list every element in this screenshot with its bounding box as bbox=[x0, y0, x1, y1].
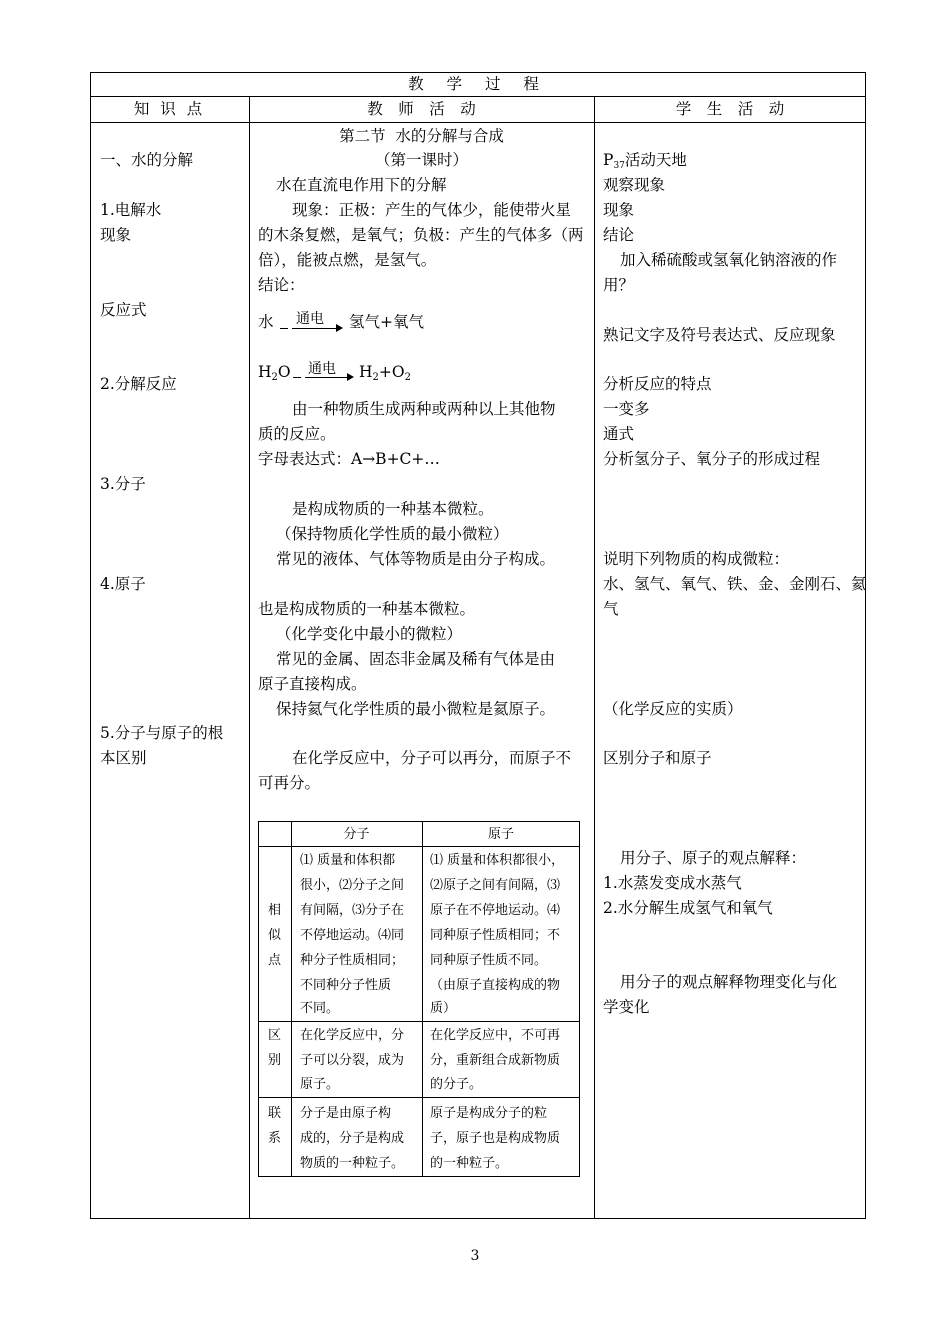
teacher-line: 在化学反应中，分子可以再分，而原子不 bbox=[292, 749, 572, 767]
teacher-line: 倍），能被点燃，是氢气。 bbox=[258, 251, 437, 269]
student-line: 2.水分解生成氢气和氧气 bbox=[603, 899, 773, 917]
equation-arrow bbox=[305, 377, 347, 378]
teacher-line: 保持氦气化学性质的最小微粒是氦原子。 bbox=[276, 700, 556, 718]
knowledge-water-decomposition: 一、水的分解 bbox=[100, 151, 194, 169]
student-line: 气 bbox=[603, 600, 619, 618]
equation-arrow bbox=[292, 328, 336, 329]
compare-cell-line: 在化学反应中，不可再 bbox=[430, 1028, 561, 1043]
compare-cell-line: ⑴ 质量和体积都很小， bbox=[430, 853, 565, 868]
teacher-line: 现象：正极：产生的气体少，能使带火星 bbox=[292, 201, 572, 219]
student-line: 加入稀硫酸或氢氧化钠溶液的作 bbox=[620, 251, 838, 269]
teacher-line: （化学变化中最小的微粒） bbox=[276, 625, 463, 643]
compare-cell-line: ⑵原子之间有间隔，⑶ bbox=[430, 878, 561, 893]
teacher-line: （保持物质化学性质的最小微粒） bbox=[276, 525, 509, 543]
knowledge-molecule: 3.分子 bbox=[100, 475, 146, 493]
knowledge-decomposition-reaction: 2.分解反应 bbox=[100, 375, 177, 393]
teacher-line: 结论： bbox=[258, 276, 305, 294]
teacher-line: 常见的液体、气体等物质是由分子构成。 bbox=[276, 550, 556, 568]
header-knowledge: 知 识 点 bbox=[133, 100, 206, 118]
teacher-line: 原子直接构成。 bbox=[258, 675, 367, 693]
compare-cell-line: 同种原子性质不同。 bbox=[430, 953, 548, 968]
compare-cell-line: 不同。 bbox=[300, 1001, 340, 1016]
equation-condition: 通电 bbox=[296, 311, 324, 327]
equation-reactant: $H_2O$ bbox=[258, 363, 291, 383]
page-number: 3 bbox=[470, 1248, 480, 1264]
compare-row-divider bbox=[258, 1097, 580, 1098]
student-line: 通式 bbox=[603, 425, 635, 443]
teacher-line: 可再分。 bbox=[258, 774, 321, 792]
column-divider-1 bbox=[249, 96, 250, 1219]
student-line: 1.水蒸发变成水蒸气 bbox=[603, 874, 742, 892]
compare-row-divider bbox=[258, 1021, 580, 1022]
compare-row-label: 似 bbox=[268, 928, 282, 943]
teacher-line: 的木条复燃，是氧气；负极：产生的气体多（两 bbox=[258, 226, 584, 244]
equation-dash bbox=[293, 377, 301, 378]
compare-cell-line: ⑴ 质量和体积都 bbox=[300, 853, 396, 868]
section-title: 第二节 水的分解与合成 bbox=[339, 127, 504, 145]
teacher-line: 字母表达式：A→B+C+… bbox=[258, 450, 440, 468]
compare-cell-line: 分子是由原子构 bbox=[300, 1106, 392, 1121]
student-line: 水、氢气、氧气、铁、金、金刚石、氦 bbox=[603, 575, 867, 593]
compare-cell-line: 原子在不停地运动。⑷ bbox=[430, 903, 561, 918]
compare-cell-line: 质） bbox=[430, 1001, 457, 1016]
compare-cell-line: 的分子。 bbox=[430, 1077, 483, 1092]
compare-cell-line: 在化学反应中，分 bbox=[300, 1028, 405, 1043]
compare-col-divider-2 bbox=[422, 821, 423, 1177]
equation-dash bbox=[280, 328, 288, 329]
equation-reactant: 水 bbox=[258, 313, 274, 331]
compare-row-label: 别 bbox=[268, 1053, 282, 1068]
student-line: 观察现象 bbox=[603, 176, 666, 194]
student-line: 用分子、原子的观点解释： bbox=[620, 849, 807, 867]
student-line: 区别分子和原子 bbox=[603, 749, 712, 767]
compare-row-label: 系 bbox=[268, 1131, 282, 1146]
compare-cell-line: 原子是构成分子的粒 bbox=[430, 1106, 548, 1121]
table-title: 教 学 过 程 bbox=[408, 75, 548, 93]
student-line: 熟记文字及符号表达式、反应现象 bbox=[603, 326, 836, 344]
student-line: 现象 bbox=[603, 201, 635, 219]
student-line: P37活动天地 bbox=[603, 151, 687, 171]
teacher-line: 常见的金属、固态非金属及稀有气体是由 bbox=[276, 650, 556, 668]
compare-row-label: 点 bbox=[268, 953, 282, 968]
lesson-label: （第一课时） bbox=[374, 151, 468, 169]
compare-cell-line: 成的，分子是构成 bbox=[300, 1131, 405, 1146]
compare-cell-line: 的一种粒子。 bbox=[430, 1156, 509, 1171]
student-line: 学变化 bbox=[603, 998, 650, 1016]
knowledge-electrolysis: 1.电解水 bbox=[100, 201, 162, 219]
student-line: 结论 bbox=[603, 226, 635, 244]
compare-cell-line: 物质的一种粒子。 bbox=[300, 1156, 405, 1171]
student-line: 分析反应的特点 bbox=[603, 375, 712, 393]
arrow-head-icon bbox=[347, 373, 354, 381]
student-line: 用？ bbox=[603, 276, 635, 294]
compare-col-divider-1 bbox=[291, 821, 292, 1177]
compare-cell-line: 分，重新组合成新物质 bbox=[430, 1053, 561, 1068]
compare-cell-line: 子可以分裂，成为 bbox=[300, 1053, 405, 1068]
equation-product: $H_2+O_2$ bbox=[359, 363, 411, 383]
column-divider-2 bbox=[594, 96, 595, 1219]
compare-cell-line: 不停地运动。⑷同 bbox=[300, 928, 405, 943]
teacher-line: 质的反应。 bbox=[258, 425, 336, 443]
student-line: 分析氢分子、氧分子的形成过程 bbox=[603, 450, 821, 468]
knowledge-equation: 反应式 bbox=[100, 301, 147, 319]
compare-cell-line: 不同种分子性质 bbox=[300, 978, 392, 993]
teacher-line: 由一种物质生成两种或两种以上其他物 bbox=[292, 400, 556, 418]
knowledge-atom: 4.原子 bbox=[100, 575, 146, 593]
knowledge-difference-line1: 5.分子与原子的根 bbox=[100, 724, 224, 742]
compare-cell-line: 同种原子性质相同；不 bbox=[430, 928, 561, 943]
header-teacher: 教 师 活 动 bbox=[367, 100, 476, 118]
compare-cell-line: （由原子直接构成的物 bbox=[430, 978, 561, 993]
compare-row-label: 区 bbox=[268, 1028, 282, 1043]
compare-row-label: 联 bbox=[268, 1106, 282, 1121]
compare-head-atom: 原子 bbox=[487, 827, 514, 842]
knowledge-difference-line2: 本区别 bbox=[100, 749, 147, 767]
compare-cell-line: 种分子性质相同； bbox=[300, 953, 405, 968]
compare-cell-line: 有间隔，⑶分子在 bbox=[300, 903, 405, 918]
compare-head-molecule: 分子 bbox=[343, 827, 370, 842]
teacher-line: 是构成物质的一种基本微粒。 bbox=[292, 500, 494, 518]
teacher-line: 也是构成物质的一种基本微粒。 bbox=[258, 600, 476, 618]
equation-product: 氢气+氧气 bbox=[349, 313, 424, 331]
compare-cell-line: 子，原子也是构成物质 bbox=[430, 1131, 561, 1146]
column-header-divider bbox=[90, 122, 866, 123]
equation-condition: 通电 bbox=[308, 361, 336, 377]
compare-cell-line: 很小，⑵分子之间 bbox=[300, 878, 405, 893]
student-line: 用分子的观点解释物理变化与化 bbox=[620, 973, 838, 991]
teacher-line: 水在直流电作用下的分解 bbox=[276, 176, 447, 194]
student-line: 说明下列物质的构成微粒： bbox=[603, 550, 790, 568]
arrow-head-icon bbox=[336, 324, 343, 332]
student-line: （化学反应的实质） bbox=[603, 700, 743, 718]
header-student: 学 生 活 动 bbox=[675, 100, 785, 118]
knowledge-phenomenon: 现象 bbox=[100, 226, 132, 244]
compare-row-label: 相 bbox=[268, 903, 282, 918]
compare-cell-line: 原子。 bbox=[300, 1077, 340, 1092]
student-line: 一变多 bbox=[603, 400, 650, 418]
